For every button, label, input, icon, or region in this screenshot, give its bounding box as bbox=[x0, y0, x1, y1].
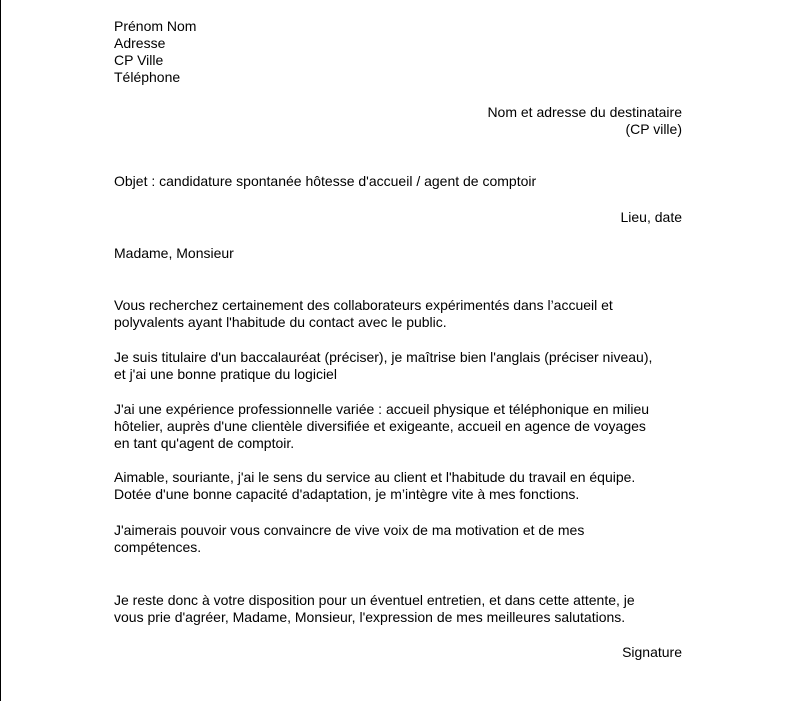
paragraph-2: Je suis titulaire d'un baccalauréat (préciser), je maîtrise bien l'anglais (préciser niveau), et j'ai une bonne pratique du logiciel bbox=[114, 349, 653, 382]
letter-page bbox=[114, 18, 682, 661]
left-page-border bbox=[0, 0, 1, 701]
recipient-line-2: (CP ville) bbox=[625, 121, 682, 137]
recipient-line-1: Nom et adresse du destinataire bbox=[487, 104, 682, 120]
paragraph-4: Aimable, souriante, j'ai le sens du service au client et l'habitude du travail en équipe. Dotée d'une bonne capacité d'adaptation, je m’intègre vite à mes fonctions. bbox=[114, 469, 636, 502]
paragraph-1: Vous recherchez certainement des collaborateurs expérimentés dans l’accueil et polyvalents ayant l'habitude du contact avec le public. bbox=[114, 297, 613, 330]
paragraph-6: Je reste donc à votre disposition pour un éventuel entretien, et dans cette attente, je vous prie d'agréer, Madame, Monsieur, l'expression de mes meilleures salutations. bbox=[114, 592, 635, 625]
paragraph-3: J'ai une expérience professionnelle variée : accueil physique et téléphonique en milieu hôtelier, auprès d'une clientèle diversifiée et exigeante, accueil en agence de voyages en tant qu'agent de comptoir. bbox=[114, 401, 650, 451]
paragraph-5: J'aimerais pouvoir vous convaincre de vive voix de ma motivation et de mes compétences. bbox=[114, 522, 585, 555]
sender-name: Prénom Nom bbox=[114, 18, 197, 34]
sender-block bbox=[114, 18, 682, 86]
sender-phone: Téléphone bbox=[114, 69, 181, 85]
salutation: Madame, Monsieur bbox=[114, 245, 234, 261]
sender-city: CP Ville bbox=[114, 52, 164, 68]
recipient-block bbox=[114, 104, 682, 138]
place-date: Lieu, date bbox=[620, 209, 682, 225]
signature: Signature bbox=[622, 644, 682, 660]
sender-address: Adresse bbox=[114, 35, 166, 51]
subject-line: Objet : candidature spontanée hôtesse d'accueil / agent de comptoir bbox=[114, 173, 537, 189]
